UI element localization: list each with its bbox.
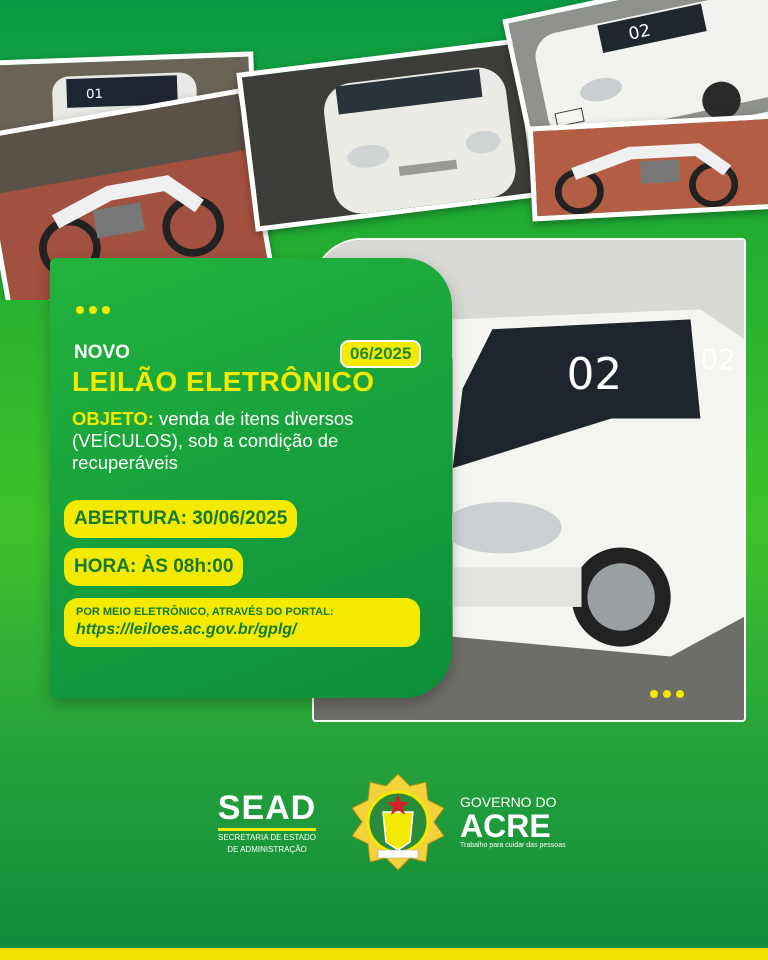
auction-title: LEILÃO ELETRÔNICO: [72, 366, 375, 397]
portal-info-box: [64, 598, 420, 647]
auction-info-card: [50, 258, 452, 698]
abertura-date-badge: ABERTURA: 30/06/2025: [64, 500, 297, 538]
svg-text:01: 01: [85, 87, 104, 103]
photo-car-front: [236, 38, 538, 232]
objeto-description: [72, 408, 432, 474]
novo-label: NOVO: [74, 342, 130, 363]
sead-title: SEAD: [217, 789, 317, 827]
auction-number-badge: 06/2025: [340, 340, 421, 368]
sead-logo: [212, 790, 322, 855]
decorative-dots: [650, 690, 684, 698]
objeto-text: venda de itens diversos (VEÍCULOS), sob a condição de recuperáveis: [72, 408, 354, 473]
gov-tagline: Trabalho para cuidar das pessoas: [460, 842, 566, 849]
acre-coat-of-arms-icon: [348, 772, 448, 872]
portal-label: POR MEIO ELETRÔNICO, ATRAVÉS DO PORTAL:: [76, 606, 334, 618]
portal-link[interactable]: https://leiloes.ac.gov.br/gplg/: [76, 621, 297, 638]
gov-line2: ACRE: [460, 808, 551, 844]
svg-text:02: 02: [700, 342, 736, 376]
bottom-yellow-strip: [0, 948, 768, 960]
governo-acre-logo: [460, 794, 566, 849]
hora-badge: HORA: ÀS 08h:00: [64, 548, 243, 586]
svg-text:02: 02: [566, 349, 623, 400]
photo-motorcycle-2: [528, 114, 768, 222]
footer-logos: [0, 770, 768, 880]
gov-line1: GOVERNO DO: [460, 794, 557, 810]
objeto-label: OBJETO:: [72, 408, 154, 429]
sead-subtitle-2: DE ADMINISTRAÇÃO: [227, 845, 307, 854]
sead-subtitle-1: SECRETARIA DE ESTADO: [218, 833, 316, 842]
svg-text:02: 02: [626, 20, 653, 45]
decorative-dots: [76, 306, 110, 314]
